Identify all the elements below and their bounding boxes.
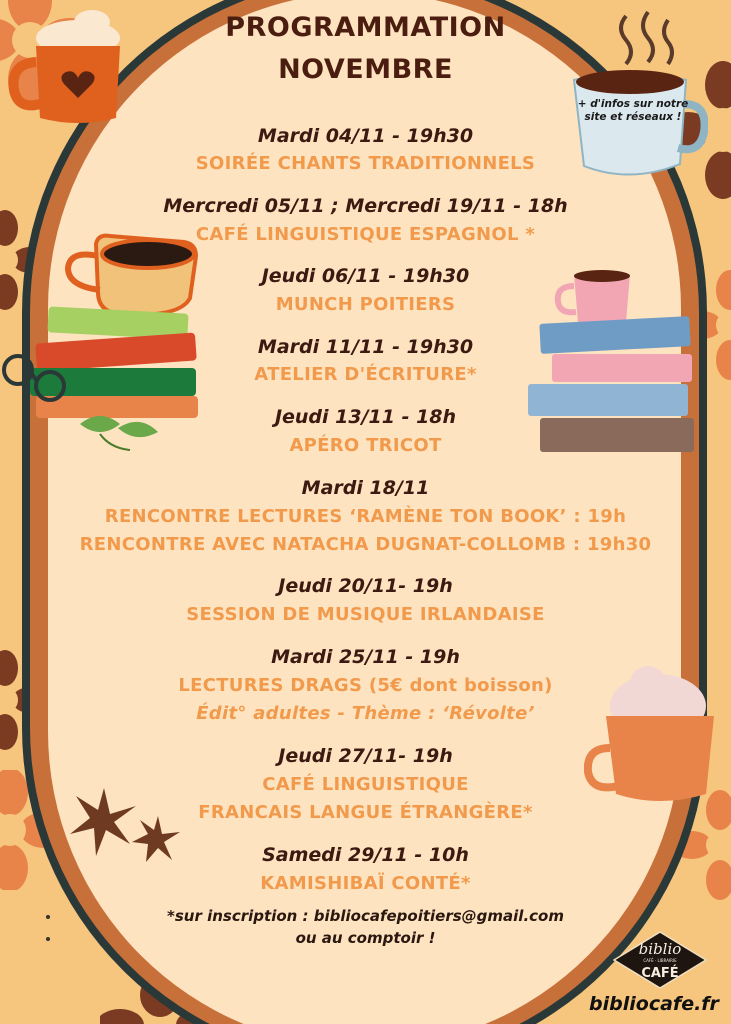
event-date: Mardi 18/11 — [301, 477, 430, 499]
svg-text:CAFÉ: CAFÉ — [641, 966, 679, 981]
svg-text:biblio: biblio — [638, 940, 682, 958]
title-line-1: PROGRAMMATION — [225, 12, 506, 43]
event-date: Mardi 04/11 - 19h30 — [257, 125, 474, 147]
event-date: Mardi 25/11 - 19h — [271, 646, 460, 668]
event-date: Mercredi 05/11 ; Mercredi 19/11 - 18h — [163, 195, 568, 217]
event-title: Édit° adultes - Thème : ‘Révolte’ — [196, 703, 535, 724]
event-title: LECTURES DRAGS (5€ dont boisson) — [178, 675, 553, 696]
event-date: Jeudi 13/11 - 18h — [274, 406, 457, 428]
event-title: MUNCH POITIERS — [275, 294, 456, 315]
title-line-2: NOVEMBRE — [278, 54, 453, 85]
svg-text:CAFÉ · LIBRAIRIE: CAFÉ · LIBRAIRIE — [643, 958, 677, 963]
event-title: ATELIER D'ÉCRITURE* — [254, 364, 477, 385]
event-title: FRANCAIS LANGUE ÉTRANGÈRE* — [198, 802, 533, 823]
event-date: Samedi 29/11 - 10h — [262, 844, 469, 866]
event-date: Mardi 11/11 - 19h30 — [257, 336, 474, 358]
event-date: Jeudi 06/11 - 19h30 — [261, 265, 470, 287]
event-title: CAFÉ LINGUISTIQUE ESPAGNOL * — [195, 224, 536, 245]
info-cup-note: + d'infos sur notre site et réseaux ! — [577, 98, 689, 123]
event-date: Jeudi 27/11- 19h — [278, 745, 453, 767]
website-link[interactable]: bibliocafe.fr — [589, 993, 719, 1015]
event-title: RENCONTRE LECTURES ‘RAMÈNE TON BOOK’ : 19h — [104, 506, 627, 527]
footnote-line-1: *sur inscription : bibliocafepoitiers@gmail.com — [167, 907, 564, 925]
event-title: RENCONTRE AVEC NATACHA DUGNAT-COLLOMB : 19h30 — [79, 534, 652, 555]
event-title: SESSION DE MUSIQUE IRLANDAISE — [186, 604, 545, 625]
event-title: KAMISHIBAÏ CONTÉ* — [260, 873, 471, 894]
event-date: Jeudi 20/11- 19h — [278, 575, 453, 597]
footnote-line-2: ou au comptoir ! — [295, 929, 436, 947]
event-title: CAFÉ LINGUISTIQUE — [262, 774, 469, 795]
event-title: APÉRO TRICOT — [289, 435, 442, 456]
biblio-cafe-logo — [613, 931, 707, 989]
event-title: SOIRÉE CHANTS TRADITIONNELS — [195, 153, 536, 174]
